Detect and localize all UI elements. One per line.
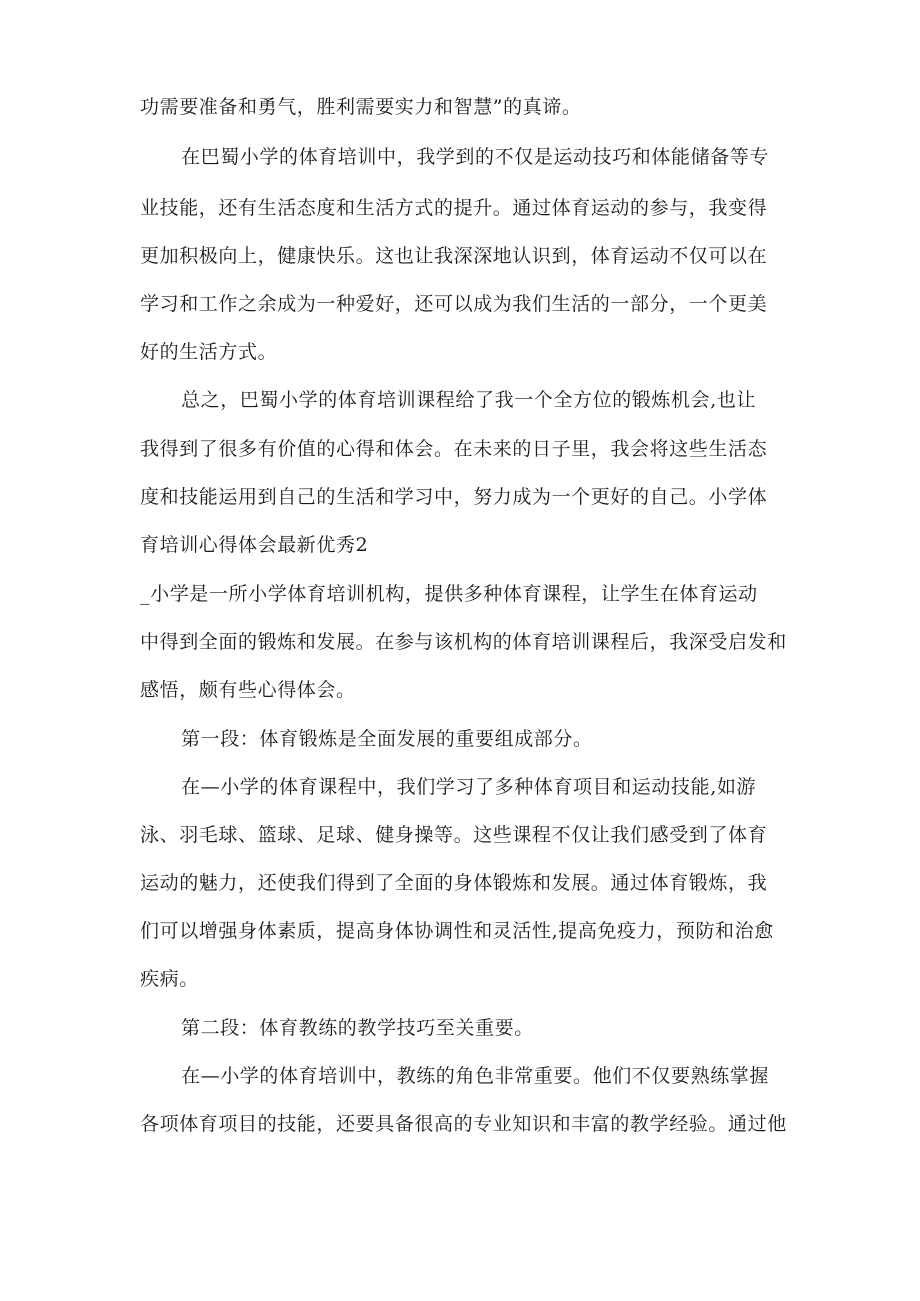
text-line: 总之，巴蜀小学的体育培训课程给了我一个全方位的锻炼机会,也让 (181, 389, 757, 411)
text-line: 在巴蜀小学的体育培训中，我学到的不仅是运动技巧和体能储备等专 (181, 146, 770, 168)
text-line: 疾病。 (140, 968, 199, 990)
text-line: 各项体育项目的技能，还要具备很高的专业知识和丰富的教学经验。通过他 (140, 1113, 787, 1135)
text-line: 运动的魅力，还使我们得到了全面的身体锻炼和发展。通过体育锻炼，我 (140, 872, 768, 894)
text-line: 在—小学的体育培训中，教练的角色非常重要。他们不仅要熟练掌握 (181, 1065, 770, 1087)
section-heading: 第一段：体育锻炼是全面发展的重要组成部分。 (181, 728, 593, 750)
text-line: 好的生活方式。 (140, 341, 278, 363)
section-heading: 第二段：体育教练的教学技巧至关重要。 (181, 1017, 534, 1039)
text-line: 中得到全面的锻炼和发展。在参与该机构的体育培训课程后，我深受启发和 (140, 631, 787, 653)
text-line: 感悟，颇有些心得体会。 (140, 679, 356, 701)
text-line: _小学是一所小学体育培训机构，提供多种体育课程，让学生在体育运动 (140, 583, 758, 605)
text-line: 学习和工作之余成为一种爱好，还可以成为我们生活的一部分，一个更美 (140, 293, 768, 315)
text-line: 泳、羽毛球、篮球、足球、健身操等。这些课程不仅让我们感受到了体育 (140, 824, 768, 846)
text-line: 度和技能运用到自己的生活和学习中，努力成为一个更好的自己。小学体 (140, 486, 768, 508)
text-line: 功需要准备和勇气，胜利需要实力和智慧”的真谛。 (140, 96, 582, 118)
text-line: 在—小学的体育课程中，我们学习了多种体育项目和运动技能,如游 (181, 776, 757, 798)
text-line: 业技能，还有生活态度和生活方式的提升。通过体育运动的参与，我变得 (140, 197, 768, 219)
text-line: 我得到了很多有价值的心得和体会。在未来的日子里，我会将这些生活态 (140, 438, 768, 460)
text-line: 们可以增强身体素质，提高身体协调性和灵活性,提高免疫力，预防和治愈 (140, 920, 774, 942)
text-line: 育培训心得体会最新优秀2 (140, 534, 369, 556)
text-line: 更加积极向上，健康快乐。这也让我深深地认识到，体育运动不仅可以在 (140, 245, 768, 267)
